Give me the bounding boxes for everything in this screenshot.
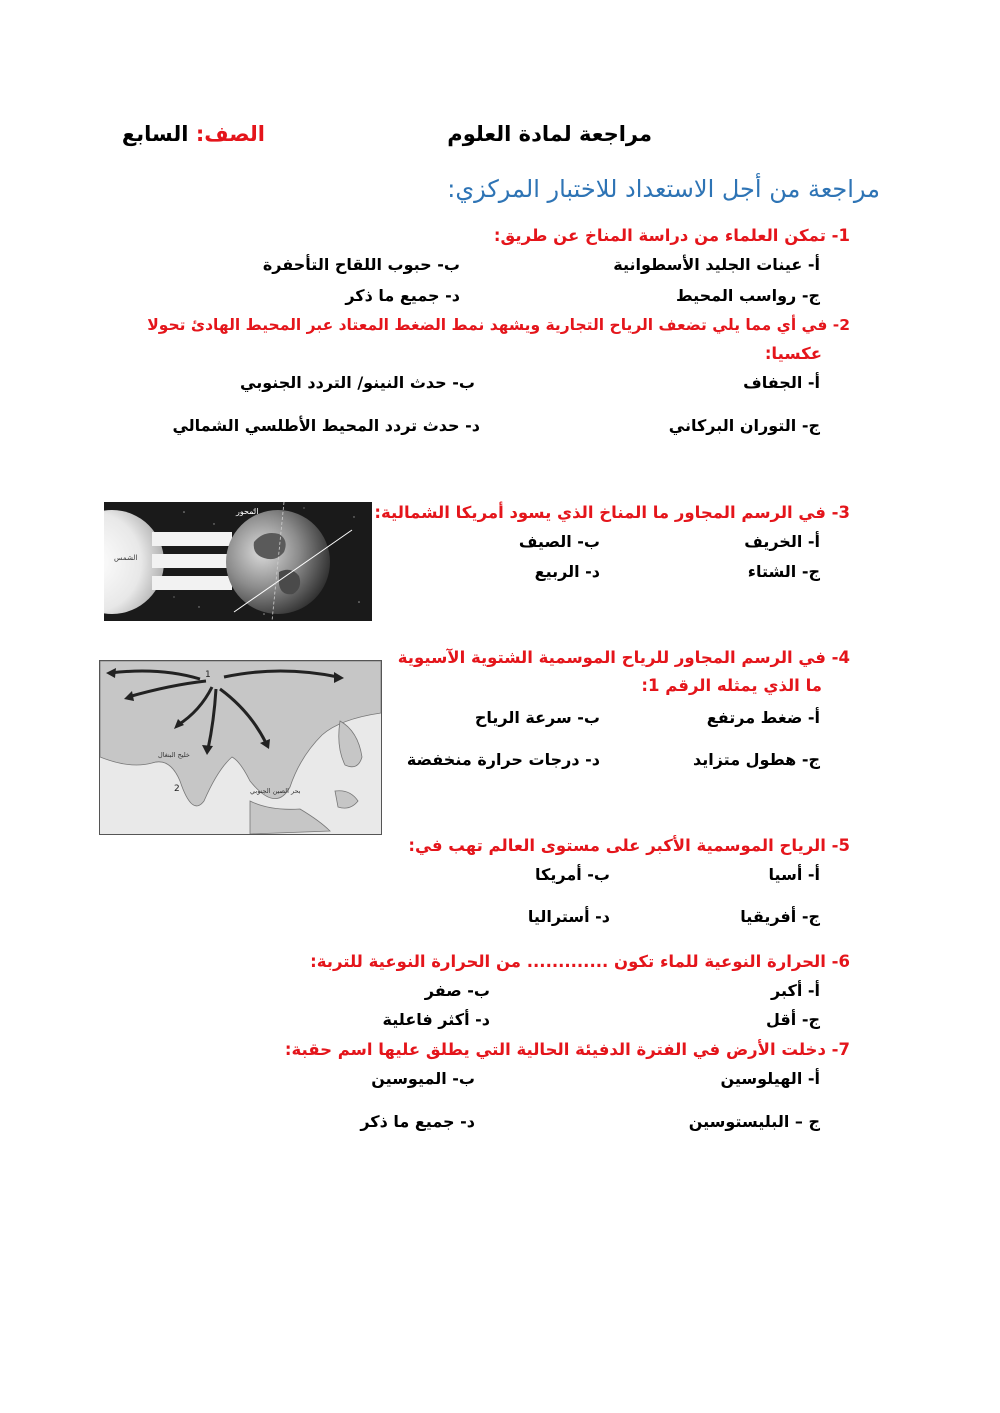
q3-option-c: ج- الشتاء [747,562,820,581]
q4-option-c: ج- هطول متزايد [692,750,820,769]
question-4-line2: ما الذي يمثله الرقم 1: [641,676,822,695]
q7-option-d: د- جميع ما ذكر [360,1112,475,1131]
q2-option-d: د- حدث تردد المحيط الأطلسي الشمالي [172,416,480,435]
grade-label: الصف: [195,122,265,146]
q2-option-c: ج- التوران البركاني [668,416,820,435]
q6-option-c: ج- أقل [766,1010,820,1029]
question-4: 4- في الرسم المجاور للرياح الموسمية الشتوية الآسيوية [397,648,850,667]
asian-monsoon-map [99,660,382,835]
q5-option-a: أ- أسيا [768,865,820,884]
question-7: 7- دخلت الأرض في الفترة الدفيئة الحالية التي يطلق عليها اسم حقبة: [284,1040,850,1059]
q2-option-b: ب- حدث النينو/ التردد الجنوبي [240,373,475,392]
q6-option-b: ب- صفر [424,981,490,1000]
q5-option-d: د- أستراليا [527,907,610,926]
q5-option-c: ج- أفريقيا [740,907,820,926]
q4-option-a: أ- ضغط مرتفع [706,708,820,727]
q3-option-d: د- الربيع [534,562,600,581]
map-label-2: 2 [174,784,180,794]
q4-option-b: ب- سرعة الرياح [474,708,600,727]
q6-option-d: د- أكثر فاعلية [382,1010,490,1029]
q3-option-b: ب- الصيف [518,532,600,551]
q3-option-a: أ- الخريف [744,532,820,551]
question-5: 5- الرياح الموسمية الأكبر على مستوى العالم تهب في: [408,836,850,855]
earth-sun-figure [104,502,372,621]
south-china-sea-label: بحر الصين الجنوبي [250,787,301,795]
q1-option-b: ب- حبوب اللقاح التأحفرة [262,255,460,274]
q7-option-b: ب- الميوسين [371,1069,475,1088]
bay-of-bengal-label: خليج البنغال [158,751,190,759]
q6-option-a: أ- أكبر [771,981,820,1000]
question-1: 1- تمكن العلماء من دراسة المناخ عن طريق: [493,226,850,245]
q1-option-d: د- جميع ما ذكر [345,286,460,305]
grade-line [120,122,265,146]
sun-label: الشمس [114,554,138,562]
question-6: 6- الحرارة النوعية للماء تكون ............. من الحرارة النوعية للتربة: [310,952,850,971]
q7-option-a: أ- الهيلوسين [720,1069,820,1088]
worksheet-title: مراجعة لمادة العلوم [447,122,652,146]
q1-option-a: أ- عينات الجليد الأسطوانية [613,255,820,274]
question-3: 3- في الرسم المجاور ما المناخ الذي يسود أمريكا الشمالية: [374,503,850,522]
map-label-1: 1 [205,670,211,680]
axis-label: المحور [236,507,259,516]
q7-option-c: ج – البليستوسين [688,1112,820,1131]
question-2-line2: عكسيا: [764,344,822,363]
subtitle: مراجعة من أجل الاستعداد للاختبار المركزي: [447,175,880,203]
q5-option-b: ب- أمريكا [535,865,610,884]
q2-option-a: أ- الجفاف [743,373,820,392]
grade-value: السابع [121,122,189,146]
q1-option-c: ج- رواسب المحيط [675,286,820,305]
question-2: 2- في أي مما يلي تضعف الرياح التجارية ويشهد نمط الضغط المعتاد عبر المحيط الهادئ تحولا [147,316,850,334]
q4-option-d: د- درجات حرارة منخفضة [406,750,600,769]
